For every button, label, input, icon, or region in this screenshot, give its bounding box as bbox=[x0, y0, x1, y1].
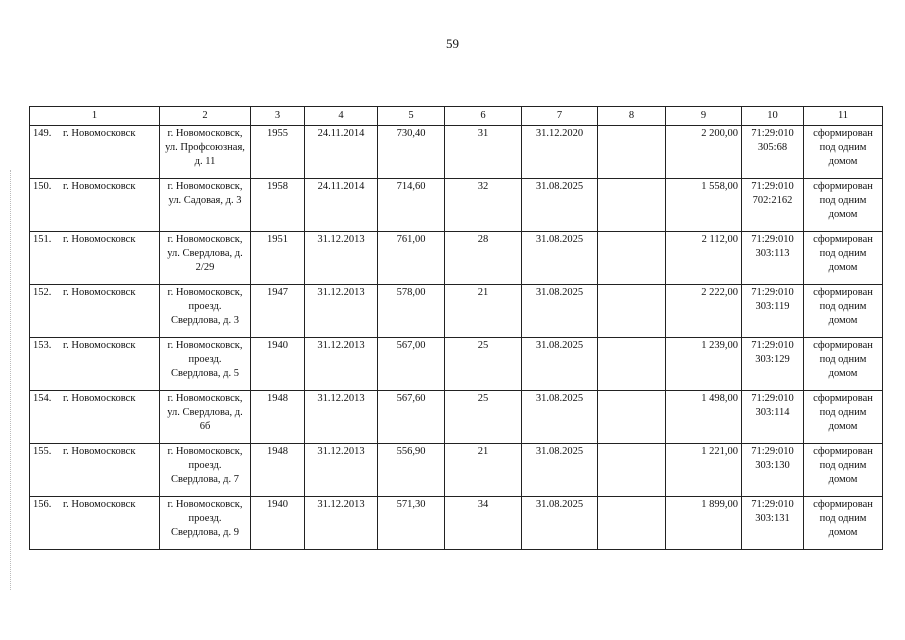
date-cell: 31.12.2013 bbox=[305, 338, 378, 391]
year-cell: 1955 bbox=[251, 126, 305, 179]
year-cell: 1940 bbox=[251, 497, 305, 550]
value-cell: 1 558,00 bbox=[666, 179, 742, 232]
cadastral-number-cell: 71:29:010 303:129 bbox=[742, 338, 804, 391]
city-name: г. Новомосковск bbox=[63, 287, 136, 298]
cadastral-number-cell: 71:29:010 303:113 bbox=[742, 232, 804, 285]
empty-cell bbox=[598, 391, 666, 444]
empty-cell bbox=[598, 232, 666, 285]
table-row bbox=[30, 391, 883, 444]
cadastral-number-cell: 71:29:010 303:119 bbox=[742, 285, 804, 338]
status-cell: сформирован под одним домом bbox=[804, 179, 883, 232]
registry-table bbox=[29, 106, 883, 550]
empty-cell bbox=[598, 444, 666, 497]
address-cell: г. Новомосковск, ул. Профсоюзная, д. 11 bbox=[160, 126, 251, 179]
area-cell: 714,60 bbox=[378, 179, 445, 232]
units-cell: 31 bbox=[445, 126, 522, 179]
date-cell: 24.11.2014 bbox=[305, 126, 378, 179]
header-row bbox=[30, 107, 883, 126]
city-name: г. Новомосковск bbox=[63, 393, 136, 404]
empty-cell bbox=[598, 338, 666, 391]
city-name: г. Новомосковск bbox=[63, 128, 136, 139]
date-cell: 31.12.2013 bbox=[305, 391, 378, 444]
date-cell: 24.11.2014 bbox=[305, 179, 378, 232]
address-cell: г. Новомосковск, проезд. Свердлова, д. 5 bbox=[160, 338, 251, 391]
address-cell: г. Новомосковск, ул. Садовая, д. 3 bbox=[160, 179, 251, 232]
area-cell: 556,90 bbox=[378, 444, 445, 497]
deadline-cell: 31.08.2025 bbox=[522, 179, 598, 232]
date-cell: 31.12.2013 bbox=[305, 444, 378, 497]
date-cell: 31.12.2013 bbox=[305, 232, 378, 285]
status-cell: сформирован под одним домом bbox=[804, 444, 883, 497]
city-cell bbox=[30, 338, 160, 391]
area-cell: 730,40 bbox=[378, 126, 445, 179]
table-row bbox=[30, 338, 883, 391]
year-cell: 1947 bbox=[251, 285, 305, 338]
row-number: 150. bbox=[33, 181, 52, 192]
units-cell: 32 bbox=[445, 179, 522, 232]
value-cell: 2 112,00 bbox=[666, 232, 742, 285]
column-header: 2 bbox=[160, 107, 251, 126]
cadastral-number-cell: 71:29:010 303:130 bbox=[742, 444, 804, 497]
status-cell: сформирован под одним домом bbox=[804, 126, 883, 179]
value-cell: 2 200,00 bbox=[666, 126, 742, 179]
row-number: 153. bbox=[33, 340, 52, 351]
deadline-cell: 31.08.2025 bbox=[522, 232, 598, 285]
column-header: 1 bbox=[30, 107, 160, 126]
empty-cell bbox=[598, 126, 666, 179]
status-cell: сформирован под одним домом bbox=[804, 497, 883, 550]
area-cell: 567,60 bbox=[378, 391, 445, 444]
column-header: 9 bbox=[666, 107, 742, 126]
status-cell: сформирован под одним домом bbox=[804, 391, 883, 444]
address-cell: г. Новомосковск, проезд. Свердлова, д. 9 bbox=[160, 497, 251, 550]
value-cell: 1 899,00 bbox=[666, 497, 742, 550]
city-cell bbox=[30, 126, 160, 179]
status-cell: сформирован под одним домом bbox=[804, 232, 883, 285]
table-row bbox=[30, 285, 883, 338]
date-cell: 31.12.2013 bbox=[305, 497, 378, 550]
table-row bbox=[30, 497, 883, 550]
page-number: 59 bbox=[446, 36, 459, 51]
table-row bbox=[30, 179, 883, 232]
units-cell: 25 bbox=[445, 338, 522, 391]
area-cell: 761,00 bbox=[378, 232, 445, 285]
city-cell bbox=[30, 179, 160, 232]
column-header: 6 bbox=[445, 107, 522, 126]
deadline-cell: 31.08.2025 bbox=[522, 285, 598, 338]
city-cell bbox=[30, 285, 160, 338]
column-header: 7 bbox=[522, 107, 598, 126]
column-header: 10 bbox=[742, 107, 804, 126]
units-cell: 34 bbox=[445, 497, 522, 550]
city-name: г. Новомосковск bbox=[63, 446, 136, 457]
address-cell: г. Новомосковск, ул. Свердлова, д. 6б bbox=[160, 391, 251, 444]
units-cell: 25 bbox=[445, 391, 522, 444]
city-cell bbox=[30, 444, 160, 497]
row-number: 156. bbox=[33, 499, 52, 510]
table-row bbox=[30, 444, 883, 497]
address-cell: г. Новомосковск, ул. Свердлова, д. 2/29 bbox=[160, 232, 251, 285]
area-cell: 567,00 bbox=[378, 338, 445, 391]
row-number: 152. bbox=[33, 287, 52, 298]
column-header: 3 bbox=[251, 107, 305, 126]
value-cell: 1 498,00 bbox=[666, 391, 742, 444]
status-cell: сформирован под одним домом bbox=[804, 338, 883, 391]
cadastral-number-cell: 71:29:010 303:131 bbox=[742, 497, 804, 550]
cadastral-number-cell: 71:29:010 305:68 bbox=[742, 126, 804, 179]
value-cell: 1 221,00 bbox=[666, 444, 742, 497]
units-cell: 21 bbox=[445, 285, 522, 338]
empty-cell bbox=[598, 285, 666, 338]
cadastral-number-cell: 71:29:010 303:114 bbox=[742, 391, 804, 444]
status-cell: сформирован под одним домом bbox=[804, 285, 883, 338]
date-cell: 31.12.2013 bbox=[305, 285, 378, 338]
table-row bbox=[30, 126, 883, 179]
empty-cell bbox=[598, 179, 666, 232]
address-cell: г. Новомосковск, проезд. Свердлова, д. 3 bbox=[160, 285, 251, 338]
empty-cell bbox=[598, 497, 666, 550]
city-name: г. Новомосковск bbox=[63, 181, 136, 192]
units-cell: 28 bbox=[445, 232, 522, 285]
column-header: 5 bbox=[378, 107, 445, 126]
city-name: г. Новомосковск bbox=[63, 340, 136, 351]
cadastral-number-cell: 71:29:010 702:2162 bbox=[742, 179, 804, 232]
deadline-cell: 31.08.2025 bbox=[522, 338, 598, 391]
address-cell: г. Новомосковск, проезд. Свердлова, д. 7 bbox=[160, 444, 251, 497]
units-cell: 21 bbox=[445, 444, 522, 497]
column-header: 8 bbox=[598, 107, 666, 126]
city-cell bbox=[30, 232, 160, 285]
value-cell: 1 239,00 bbox=[666, 338, 742, 391]
row-number: 154. bbox=[33, 393, 52, 404]
city-name: г. Новомосковск bbox=[63, 234, 136, 245]
row-number: 151. bbox=[33, 234, 52, 245]
city-cell bbox=[30, 497, 160, 550]
year-cell: 1940 bbox=[251, 338, 305, 391]
area-cell: 578,00 bbox=[378, 285, 445, 338]
table-row bbox=[30, 232, 883, 285]
deadline-cell: 31.12.2020 bbox=[522, 126, 598, 179]
city-cell bbox=[30, 391, 160, 444]
row-number: 155. bbox=[33, 446, 52, 457]
year-cell: 1948 bbox=[251, 391, 305, 444]
value-cell: 2 222,00 bbox=[666, 285, 742, 338]
year-cell: 1958 bbox=[251, 179, 305, 232]
deadline-cell: 31.08.2025 bbox=[522, 391, 598, 444]
area-cell: 571,30 bbox=[378, 497, 445, 550]
column-header: 4 bbox=[305, 107, 378, 126]
margin-line bbox=[10, 170, 11, 590]
row-number: 149. bbox=[33, 128, 52, 139]
column-header: 11 bbox=[804, 107, 883, 126]
deadline-cell: 31.08.2025 bbox=[522, 444, 598, 497]
year-cell: 1951 bbox=[251, 232, 305, 285]
year-cell: 1948 bbox=[251, 444, 305, 497]
deadline-cell: 31.08.2025 bbox=[522, 497, 598, 550]
city-name: г. Новомосковск bbox=[63, 499, 136, 510]
